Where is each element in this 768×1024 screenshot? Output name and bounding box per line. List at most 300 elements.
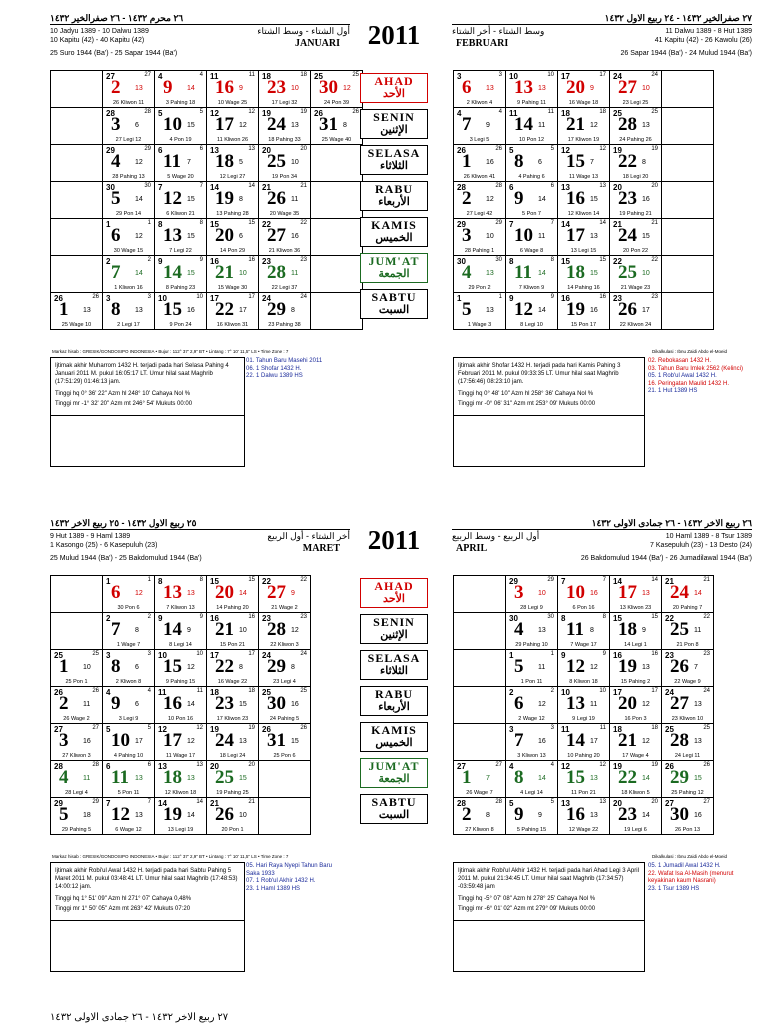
hijri-day: 11 [561, 725, 570, 734]
gregorian-day: 11 [111, 767, 129, 788]
empty-cell [662, 219, 714, 256]
gregorian-day: 11 [566, 619, 584, 640]
hijri-day: 25 [54, 651, 63, 660]
jawa-day: 16 [486, 159, 494, 166]
gregorian-day: 15 [163, 656, 182, 677]
gregorian-day: 7 [111, 262, 121, 283]
pasaran-label: 28 Legi 9 [520, 605, 543, 611]
jawa-day: 12 [642, 701, 650, 708]
date-cell [103, 650, 155, 687]
weekday-badge [360, 650, 428, 680]
date-cell [506, 798, 558, 835]
pasaran-label: 2 Wage 12 [518, 716, 545, 722]
hijri-day: 25 [262, 688, 271, 697]
pasaran-label: 24 Pahing 5 [269, 716, 300, 722]
hijri-day: 1 [509, 651, 514, 660]
pasaran-label: 4 Pahing 6 [518, 174, 545, 180]
hijri-day: 18 [262, 72, 271, 81]
gregorian-day: 25 [618, 262, 637, 283]
weekday-latin: SELASA [367, 651, 421, 665]
hijri-day-small: 16 [651, 651, 658, 657]
week-row-sat [454, 798, 714, 835]
hijri-day: 27 [54, 725, 63, 734]
calendar-sheet-mar-apr [0, 505, 768, 985]
hijri-day: 17 [561, 72, 570, 81]
pasaran-label: 25 Wage 40 [321, 137, 352, 143]
note-item: 05. 1 Rob'ul Awal 1432 H. [648, 373, 717, 379]
gregorian-day: 12 [163, 188, 182, 209]
date-cell [259, 71, 311, 108]
hijri-day-small: 27 [144, 72, 151, 78]
hijri-day: 29 [106, 146, 115, 155]
hijri-day: 14 [210, 183, 219, 192]
empty-cell [662, 108, 714, 145]
gregorian-day: 1 [462, 767, 472, 788]
gregorian-day: 23 [618, 804, 637, 825]
jawa-day: 9 [642, 627, 646, 634]
gregorian-day: 1 [59, 656, 69, 677]
pasaran-label: 19 Legi 6 [624, 827, 647, 833]
gregorian-day: 8 [514, 151, 524, 172]
gregorian-day: 21 [618, 730, 637, 751]
hijri-day-small: 12 [599, 762, 606, 768]
date-cell [454, 219, 506, 256]
hijri-day-small: 11 [248, 72, 255, 78]
gregorian-day: 13 [514, 77, 533, 98]
gregorian-day: 20 [566, 77, 585, 98]
hijri-day-small: 25 [352, 72, 359, 78]
hijri-day: 3 [106, 651, 111, 660]
date-cell [558, 613, 610, 650]
date-cell [207, 576, 259, 613]
hijri-day: 20 [210, 762, 219, 771]
date-cell [207, 761, 259, 798]
hijri-day-small: 26 [300, 725, 307, 731]
hijri-day-small: 18 [599, 109, 606, 115]
jawa-day: 8 [291, 307, 295, 314]
date-cell [610, 576, 662, 613]
jawa-day: 10 [642, 270, 650, 277]
gregorian-day: 7 [514, 730, 524, 751]
hijri-day-small: 26 [352, 109, 359, 115]
pasaran-label: 10 Pon 16 [167, 716, 194, 722]
hijri-day-small: 11 [599, 725, 606, 731]
gregorian-day: 28 [670, 730, 689, 751]
hijri-day-small: 22 [300, 577, 307, 583]
pasaran-label: 22 Kliwon 24 [619, 322, 652, 328]
hijri-day: 7 [561, 577, 566, 586]
hijri-day: 29 [509, 577, 518, 586]
gregorian-day: 16 [163, 693, 182, 714]
gregorian-day: 20 [215, 582, 234, 603]
hijri-day: 24 [262, 651, 271, 660]
hijri-day-small: 19 [248, 725, 255, 731]
pasaran-label: 9 Legi 19 [572, 716, 595, 722]
hijri-day-small: 12 [599, 146, 606, 152]
hijri-day: 15 [561, 257, 570, 266]
hijri-day-small: 17 [599, 72, 606, 78]
date-cell [259, 576, 311, 613]
pasaran-label: 25 Pahing 12 [671, 790, 704, 796]
pasaran-label: 17 Kliwon 23 [216, 716, 249, 722]
weekday-tue [354, 142, 434, 178]
jawa-day: 16 [187, 307, 195, 314]
jawa-day: 15 [590, 196, 598, 203]
date-cell [103, 256, 155, 293]
jawa-line-3: 25 Suro 1944 (Ba') - 25 Sapar 1944 (Ba') [50, 50, 178, 57]
pasaran-label: 12 Kliwon 18 [164, 790, 197, 796]
jawa-line-2: 41 Kapitu (42) - 26 Kawolu (26) [654, 37, 752, 44]
location-info: Markaz hisab : GRESIK/GONDOSIPO INDONESIA • Bujur : 112° 37' 2,9" BT • Lintang : 7° 10' 11,5" LS • Time Zone : 7 [52, 349, 289, 354]
pasaran-label: 1 Pon 11 [520, 679, 543, 685]
astro-row-1: Tinggi hq 0° 36' 22" Azm hl 248° 10' Cahaya Nol % [55, 391, 191, 397]
date-cell [558, 108, 610, 145]
ijtimak-text: Ijtimak akhir Shofar 1432 H. terjadi pada hari Kamis Pahing 3 Februari 2011 M. pukul 09:33:35 LT. Umur hilal saat Maghrib (17:56:46) 08:23:10 jam. [458, 363, 621, 385]
weekday-wed [354, 178, 434, 214]
hijri-day: 5 [158, 109, 163, 118]
hijri-day: 9 [561, 651, 566, 660]
hijri-day-small: 15 [248, 220, 255, 226]
jawa-day: 13 [83, 307, 91, 314]
hijri-day: 19 [613, 146, 622, 155]
location-info: Markaz hisab : GRESIK/GONDOSIPO INDONESIA • Bujur : 112° 37' 2,9" BT • Lintang : 7° 10' 11,5" LS • Time Zone : 7 [52, 854, 289, 859]
pasaran-label: 15 Pahing 2 [620, 679, 651, 685]
hijri-day: 6 [509, 183, 514, 192]
season-label: أول الشتاء - وسط الشتاء [257, 26, 350, 36]
note-item: 05. 1 Jumadil Awal 1432 H. [648, 863, 721, 869]
gregorian-day: 14 [163, 619, 182, 640]
hijri-day-small: 3 [147, 651, 151, 657]
gregorian-day: 30 [319, 77, 338, 98]
gregorian-day: 6 [111, 225, 121, 246]
jawa-day: 8 [239, 196, 243, 203]
date-cell [506, 687, 558, 724]
gregorian-day: 6 [111, 582, 121, 603]
hijri-day: 25 [665, 725, 674, 734]
jawa-day: 16 [642, 196, 650, 203]
hijri-day-small: 25 [92, 651, 99, 657]
pasaran-label: 28 Pahing 1 [464, 248, 495, 254]
season-label: أول الربيع - وسط الربيع [452, 531, 540, 541]
gregorian-day: 19 [618, 656, 637, 677]
gregorian-day: 30 [267, 693, 286, 714]
jawa-day: 10 [291, 159, 299, 166]
pasaran-label: 3 Legi 9 [118, 716, 139, 722]
gregorian-day: 11 [514, 262, 532, 283]
month-grid-feb [453, 70, 714, 330]
hijri-day-small: 27 [495, 762, 502, 768]
empty-cell [51, 219, 103, 256]
note-item: 22. Wafat Isa Al-Masih (menurut keyakinan kaum Nasrani) [648, 870, 734, 884]
week-row-fri [454, 761, 714, 798]
gregorian-day: 23 [215, 693, 234, 714]
hijri-day: 12 [210, 109, 219, 118]
pasaran-label: 4 Legi 14 [520, 790, 543, 796]
date-cell [610, 182, 662, 219]
pasaran-label: 26 Wage 2 [63, 716, 90, 722]
date-cell [155, 761, 207, 798]
hijri-day: 25 [314, 72, 323, 81]
date-cell [558, 798, 610, 835]
jawa-day: 11 [291, 270, 299, 277]
hijri-day-small: 1 [498, 294, 502, 300]
hijri-day-small: 15 [651, 614, 658, 620]
pasaran-label: 17 Legi 32 [271, 100, 298, 106]
gregorian-day: 22 [215, 299, 234, 320]
pasaran-label: 29 Pon 2 [468, 285, 491, 291]
hijri-day: 30 [457, 257, 466, 266]
hijri-day-small: 8 [199, 220, 203, 226]
pasaran-label: 7 Kliwon 13 [166, 605, 195, 611]
gregorian-day: 16 [215, 77, 234, 98]
hijri-day: 22 [262, 220, 271, 229]
divider [454, 415, 644, 416]
weekday-arabic: الأربعاء [378, 701, 410, 713]
notes-mar [246, 863, 346, 893]
empty-cell [454, 576, 506, 613]
weekday-arabic: السبت [378, 809, 410, 821]
pasaran-label: 20 Wage 35 [269, 211, 300, 217]
divider [51, 920, 244, 921]
pasaran-label: 30 Pon 6 [117, 605, 140, 611]
date-cell [103, 798, 155, 835]
hijri-day-small: 15 [599, 257, 606, 263]
weekday-arabic: الثلاثاء [380, 665, 408, 677]
date-cell [259, 145, 311, 182]
gregorian-day: 14 [566, 730, 585, 751]
hijri-day-small: 11 [196, 688, 203, 694]
hijri-day: 4 [509, 762, 514, 771]
jawa-day: 13 [642, 590, 650, 597]
jawa-day: 15 [239, 701, 247, 708]
week-row-thu [51, 219, 363, 256]
date-cell [155, 145, 207, 182]
weekday-latin: SENIN [373, 110, 415, 124]
hijri-day-small: 10 [599, 688, 606, 694]
gregorian-day: 13 [163, 582, 182, 603]
date-cell [259, 650, 311, 687]
date-cell [558, 256, 610, 293]
date-cell [103, 182, 155, 219]
pasaran-label: 1 Kliwon 16 [114, 285, 143, 291]
season-label: أخر الشتاء - أول الربيع [267, 531, 350, 541]
empty-cell [51, 182, 103, 219]
date-cell [259, 293, 311, 330]
empty-cell [662, 145, 714, 182]
jawa-day: 12 [590, 664, 598, 671]
gregorian-day: 22 [618, 151, 637, 172]
date-cell [558, 576, 610, 613]
gregorian-day: 6 [462, 77, 472, 98]
weekday-thu [354, 719, 434, 755]
hijri-range: ٢٦ محرم ١٤٣٢ - ٢٦ صفرالخير ١٤٣٢ [50, 14, 350, 25]
hijri-day: 12 [158, 725, 167, 734]
jawa-day: 16 [590, 590, 598, 597]
weekday-arabic: الثلاثاء [380, 160, 408, 172]
hijri-day: 28 [54, 762, 63, 771]
jawa-day: 9 [239, 85, 243, 92]
hijri-day: 8 [509, 257, 514, 266]
hijri-day-small: 1 [147, 577, 151, 583]
jawa-day: 14 [538, 307, 546, 314]
date-cell [610, 71, 662, 108]
hijri-day-small: 26 [92, 294, 99, 300]
jawa-day: 13 [135, 307, 143, 314]
date-cell [662, 761, 714, 798]
hijri-day-small: 22 [651, 257, 658, 263]
hijri-day-small: 9 [550, 294, 554, 300]
jawa-day: 14 [538, 775, 546, 782]
gregorian-day: 29 [267, 656, 286, 677]
weekday-thu [354, 214, 434, 250]
jawa-day: 15 [187, 233, 195, 240]
hijri-day-small: 6 [199, 146, 203, 152]
weekday-badge [360, 794, 428, 824]
weekday-arabic: الجمعة [378, 268, 410, 280]
date-cell [610, 108, 662, 145]
gregorian-day: 17 [618, 582, 637, 603]
weekday-badge [360, 73, 428, 103]
date-cell [506, 219, 558, 256]
gregorian-day: 24 [215, 730, 234, 751]
weekday-badge [360, 217, 428, 247]
gregorian-day: 24 [267, 114, 286, 135]
date-cell [103, 219, 155, 256]
hijri-day-small: 4 [147, 688, 151, 694]
jawa-day: 10 [239, 627, 247, 634]
hijri-day-small: 8 [550, 257, 554, 263]
weekday-arabic: الجمعة [378, 773, 410, 785]
jawa-day: 9 [538, 812, 542, 819]
pasaran-label: 29 Pahing 10 [515, 642, 548, 648]
hijri-day-small: 26 [92, 688, 99, 694]
hijri-day: 28 [106, 109, 115, 118]
date-cell [259, 256, 311, 293]
date-cell [155, 293, 207, 330]
hijri-day: 26 [54, 294, 63, 303]
hijri-day-small: 8 [199, 577, 203, 583]
ijtimak-text: Ijtimak akhir Robi'ul Awal 1432 H. terjadi pada hari Sabtu Pahing 5 Maret 2011 M. pukul 03:48:41 LT. Umur hilal saat Maghrib (17:48:53) 14:00:12 jam. [55, 868, 238, 890]
date-cell [155, 650, 207, 687]
hijri-day: 10 [509, 72, 518, 81]
note-item: 21. 1 Hut 1389 HS [648, 388, 698, 394]
jawa-day: 13 [538, 627, 546, 634]
hijri-day: 3 [457, 72, 462, 81]
jawa-day: 8 [590, 627, 594, 634]
hijri-day-small: 13 [248, 146, 255, 152]
pasaran-label: 11 Pon 21 [571, 790, 596, 796]
date-cell [506, 293, 558, 330]
empty-cell [259, 761, 311, 798]
jawa-day: 13 [135, 812, 143, 819]
hijri-day: 7 [106, 799, 111, 808]
jawa-day: 13 [642, 664, 650, 671]
hijri-day: 26 [262, 725, 271, 734]
ijtimak-text: Ijtimak akhir Robi'ul Akhir 1432 H. terjadi pada hari Ahad Legi 3 April 2011 M. pukul 21:34:45 LT. Umur hilal saat Maghrib (17:34:57) -03:59:48 jam [458, 868, 639, 890]
pasaran-label: 13 Kliwon 23 [619, 605, 652, 611]
hijri-day-small: 16 [248, 257, 255, 263]
header-maret [50, 519, 350, 563]
date-cell [558, 724, 610, 761]
date-cell [103, 761, 155, 798]
weekday-latin: SELASA [367, 146, 421, 160]
footer-cut-text: ٢٧ ربيع الاخر ١٤٣٢ - ٢٦ جمادى الاولى ١٤٣٢ [50, 1012, 229, 1023]
date-cell [155, 576, 207, 613]
weekday-mon [354, 611, 434, 647]
note-item: 07. 1 Rob'ul Akhir 1432 H. [246, 878, 316, 884]
hijri-day-small: 17 [248, 294, 255, 300]
weekday-badge [360, 722, 428, 752]
gregorian-day: 10 [111, 730, 130, 751]
hijri-day-small: 29 [144, 146, 151, 152]
jawa-day: 13 [135, 775, 143, 782]
pasaran-label: 9 Pon 24 [169, 322, 192, 328]
weekday-sun [354, 70, 434, 106]
weekday-arabic: الإثنين [380, 629, 408, 641]
pasaran-label: 26 Kliwon 11 [112, 100, 145, 106]
week-row-mon [454, 613, 714, 650]
hijri-day-small: 23 [703, 651, 710, 657]
gregorian-day: 13 [566, 693, 585, 714]
jawa-day: 11 [538, 233, 546, 240]
gregorian-day: 13 [163, 225, 182, 246]
hijri-day-small: 23 [300, 614, 307, 620]
date-cell [558, 687, 610, 724]
pasaran-label: 19 Pon 34 [271, 174, 298, 180]
weekday-badge [360, 181, 428, 211]
weekday-latin: SABTU [371, 290, 417, 304]
pasaran-label: 2 Kliwon 4 [466, 100, 493, 106]
pasaran-label: 6 Pon 16 [572, 605, 595, 611]
gregorian-day: 24 [670, 582, 689, 603]
header-januari [50, 14, 350, 58]
hijri-day: 17 [210, 651, 219, 660]
jawa-day: 8 [135, 627, 139, 634]
jawa-day: 7 [486, 775, 490, 782]
date-cell [506, 761, 558, 798]
jawa-day: 17 [642, 307, 650, 314]
gregorian-day: 26 [267, 188, 286, 209]
date-cell [454, 798, 506, 835]
hijri-day: 22 [613, 257, 622, 266]
hijri-day-small: 10 [196, 294, 203, 300]
jawa-day: 14 [694, 590, 702, 597]
week-row-fri [454, 256, 714, 293]
gregorian-day: 9 [514, 188, 524, 209]
empty-cell [454, 650, 506, 687]
hijri-day-small: 14 [248, 183, 255, 189]
empty-cell [51, 145, 103, 182]
hijri-day-small: 4 [550, 762, 554, 768]
hijri-range: ٢٧ صفرالخير ١٤٣٢ - ٢٤ ربيع الاول ١٤٣٢ [452, 14, 752, 25]
pasaran-label: 24 Pahing 26 [619, 137, 652, 143]
pasaran-label: 19 Pahing 21 [619, 211, 652, 217]
gregorian-day: 28 [618, 114, 637, 135]
hijri-day-small: 25 [651, 109, 658, 115]
jawa-day: 13 [538, 85, 546, 92]
ijtimak-box-apr [453, 862, 645, 972]
pasaran-label: 13 Legi 15 [570, 248, 597, 254]
jawa-day: 13 [590, 812, 598, 819]
header-april [452, 519, 752, 563]
pasaran-label: 13 Pahing 28 [216, 211, 249, 217]
hijri-day: 8 [158, 220, 163, 229]
jawa-day: 14 [187, 701, 195, 708]
date-cell [610, 650, 662, 687]
hijri-day: 14 [158, 799, 167, 808]
date-cell [610, 687, 662, 724]
jawa-day: 15 [187, 196, 195, 203]
